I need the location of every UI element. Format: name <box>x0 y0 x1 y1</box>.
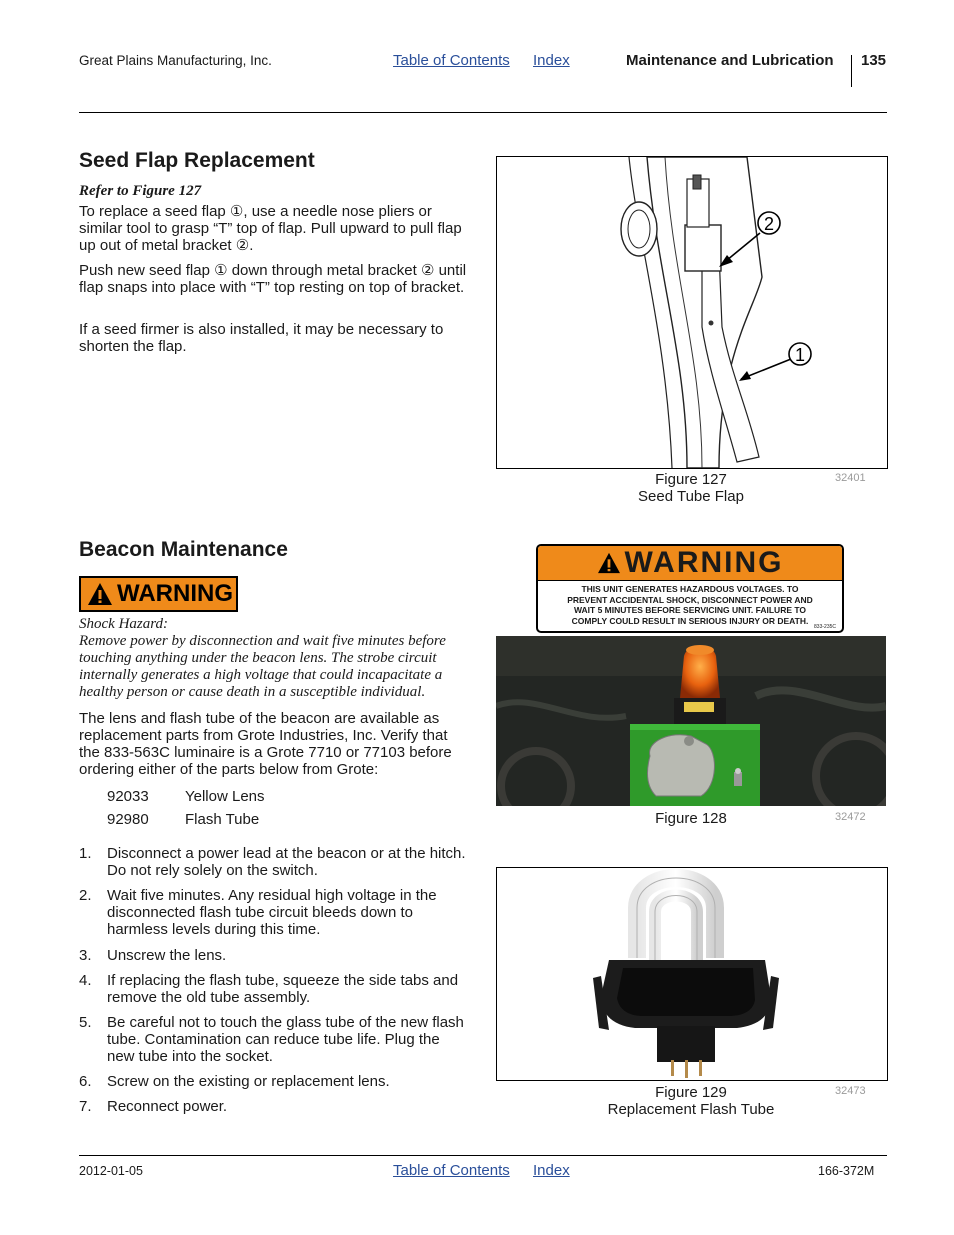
step-4-text: If replacing the flash tube, squeeze the side tabs and remove the old tube assembly. <box>107 972 459 1006</box>
decal-line-2: PREVENT ACCIDENTAL SHOCK, DISCONNECT POWER AND <box>567 594 813 605</box>
warning-badge <box>79 576 238 612</box>
step-5 <box>79 1014 471 1065</box>
step-5-number: 5. <box>79 1014 92 1031</box>
figure-127-id: 32401 <box>835 472 866 484</box>
figure-127-number: Figure 127 <box>655 471 727 488</box>
decal-line-1: THIS UNIT GENERATES HAZARDOUS VOLTAGES. TO <box>581 584 799 594</box>
step-7-text: Reconnect power. <box>107 1098 228 1115</box>
figure-129-caption <box>496 1084 886 1118</box>
step-3 <box>79 947 471 964</box>
figure-127-box <box>496 156 888 469</box>
step-4-number: 4. <box>79 972 92 989</box>
beacon-intro: The lens and flash tube of the beacon are available as replacement parts from Grote Industries, Inc. Verify that the 833-563C luminaire is a Grote 7710 or 77103 before ordering either of the parts below from Grote: <box>79 710 452 778</box>
part-name-2: Flash Tube <box>185 811 260 828</box>
step-3-number: 3. <box>79 947 92 964</box>
footer-doc-number: 166-372M <box>818 1164 875 1178</box>
decal-part-number: 833-235C <box>814 624 836 630</box>
step-1 <box>79 845 471 879</box>
seed-flap-para-3: If a seed firmer is also installed, it may be necessary to shorten the flap. <box>79 321 444 355</box>
step-6-text: Screw on the existing or replacement lens. <box>107 1073 390 1090</box>
flash-tube-illustration <box>497 868 887 1080</box>
step-2 <box>79 887 471 938</box>
decal-line-4: COMPLY COULD RESULT IN SERIOUS INJURY OR DEATH. <box>571 615 809 626</box>
figure-129-number: Figure 129 <box>655 1084 727 1101</box>
seed-tube-illustration <box>497 157 887 468</box>
figure-127-title: Seed Tube Flap <box>638 488 744 505</box>
refer-figure-127: Refer to Figure 127 <box>79 183 202 199</box>
step-1-text: Disconnect a power lead at the beacon or at the hitch. Do not rely solely on the switch. <box>107 845 466 879</box>
figure-128-caption: Figure 128 <box>655 810 727 827</box>
header-divider <box>851 55 852 87</box>
footer-rule <box>79 1155 887 1156</box>
decal-text <box>538 581 842 626</box>
seed-flap-para-1: To replace a seed flap ①, use a needle nose pliers or similar tool to grasp “T” top of flap. Pull upward to pull flap up out of metal bracket ②. <box>79 203 462 254</box>
figure-129-title: Replacement Flash Tube <box>607 1101 775 1118</box>
warning-decal <box>536 544 844 633</box>
step-7 <box>79 1098 471 1115</box>
step-2-number: 2. <box>79 887 92 904</box>
seed-flap-para-2: Push new seed flap ① down through metal bracket ② until flap snaps into place with “T” top resting on top of bracket. <box>79 262 467 296</box>
beacon-heading: Beacon Maintenance <box>79 538 288 561</box>
page-number: 135 <box>861 52 887 69</box>
warning-badge-label: WARNING <box>117 580 233 607</box>
callout-1-label: 1 <box>794 345 806 365</box>
decal-warning-icon <box>597 552 621 574</box>
hazard-title: Shock Hazard: <box>79 616 169 632</box>
part-number-2: 92980 <box>107 811 149 828</box>
section-title: Maintenance and Lubrication <box>626 52 834 69</box>
step-1-number: 1. <box>79 845 92 862</box>
header-toc-link[interactable]: Table of Contents <box>393 52 510 69</box>
decal-header <box>538 546 842 581</box>
step-7-number: 7. <box>79 1098 92 1115</box>
header-rule <box>79 112 887 113</box>
footer-index-link[interactable]: Index <box>533 1162 570 1179</box>
step-5-text: Be careful not to touch the glass tube of the new flash tube. Contamination can reduce tube life. Plug the new tube into the socket. <box>107 1014 464 1065</box>
step-2-text: Wait five minutes. Any residual high voltage in the disconnected flash tube circuit bleeds down to harmless levels during this time. <box>107 887 437 938</box>
figure-128-photo <box>496 636 886 806</box>
footer-date: 2012-01-05 <box>79 1164 143 1178</box>
hazard-text: Remove power by disconnection and wait five minutes before touching anything under the beacon lens. The strobe circuit internally generates a high voltage that could incapacitate a healthy person or cause death in a susceptible individual. <box>79 633 446 700</box>
company-name: Great Plains Manufacturing, Inc. <box>79 53 272 68</box>
callout-2-label: 2 <box>763 214 775 234</box>
step-6-number: 6. <box>79 1073 92 1090</box>
part-name-1: Yellow Lens <box>185 788 265 805</box>
warning-triangle-icon <box>87 582 113 606</box>
step-6 <box>79 1073 471 1090</box>
figure-127-caption <box>496 471 886 505</box>
decal-title: WARNING <box>624 546 784 579</box>
figure-129-id: 32473 <box>835 1085 866 1097</box>
part-number-1: 92033 <box>107 788 149 805</box>
figure-128-id: 32472 <box>835 811 866 823</box>
header-index-link[interactable]: Index <box>533 52 570 69</box>
footer-toc-link[interactable]: Table of Contents <box>393 1162 510 1179</box>
beacon-photo-illustration <box>496 636 886 806</box>
figure-129-box <box>496 867 888 1081</box>
step-3-text: Unscrew the lens. <box>107 947 227 964</box>
decal-line-3: WAIT 5 MINUTES BEFORE SERVICING UNIT. FAILURE TO <box>573 605 807 615</box>
step-4 <box>79 972 471 1006</box>
seed-flap-heading: Seed Flap Replacement <box>79 149 315 172</box>
